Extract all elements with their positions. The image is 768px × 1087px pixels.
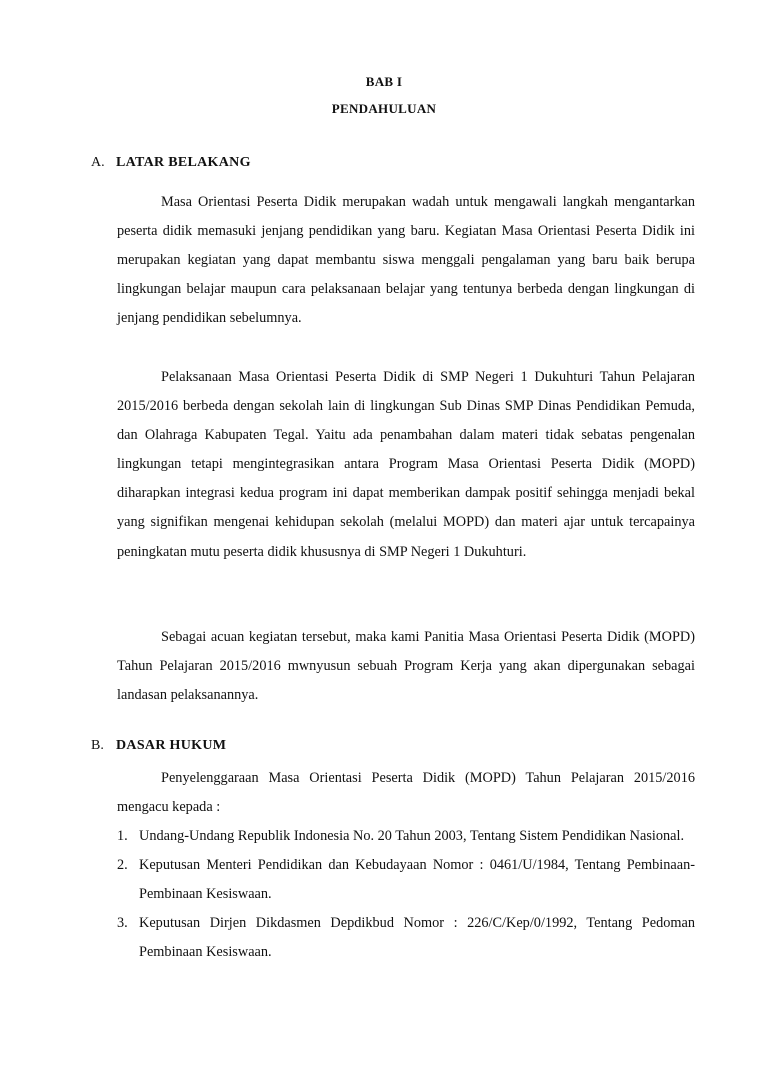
section-a-paragraph-1: Masa Orientasi Peserta Didik merupakan wadah untuk mengawali langkah mengantarkan peserta didik memasuki jenjang pendidikan yang baru. Kegiatan Masa Orientasi Peserta Didik ini merupakan kegiatan yang dapat membantu siswa menggali pengalaman yang baru baik berupa lingkungan belajar maupun cara pelaksanaan belajar yang tentunya berbeda dengan lingkungan di jenjang pendidikan sebelumnya. xyxy=(117,194,695,327)
list-item: 3. Keputusan Dirjen Dikdasmen Depdikbud Nomor : 226/C/Kep/0/1992, Tentang Pedoman Pembinaan Kesiswaan. xyxy=(117,915,695,961)
legal-basis-list xyxy=(117,822,695,967)
section-b-letter: B. xyxy=(91,738,104,753)
section-a-letter: A. xyxy=(91,155,105,170)
chapter-title: PENDAHULUAN xyxy=(331,101,437,116)
section-a-paragraph-2: Pelaksanaan Masa Orientasi Peserta Didik di SMP Negeri 1 Dukuhturi Tahun Pelajaran 2015/2016 berbeda dengan sekolah lain di lingkungan Sub Dinas SMP Dinas Pendidikan Pemuda, dan Olahraga Kabupaten Tegal. Yaitu ada penambahan dalam materi tidak sebatas pengenalan lingkungan tetapi mengintegrasikan antara Program Masa Orientasi Peserta Didik (MOPD) diharapkan integrasi kedua program ini dapat memberikan dampak positif sehingga menjadi bekal yang signifikan mengenai kehidupan sekolah (melalui MOPD) dan materi ajar untuk tercapainya peningkatan mutu peserta didik khususnya di SMP Negeri 1 Dukuhturi. xyxy=(117,369,695,560)
chapter-number: BAB I xyxy=(365,74,403,89)
section-b-intro: Penyelenggaraan Masa Orientasi Peserta Didik (MOPD) Tahun Pelajaran 2015/2016 mengacu kepada : xyxy=(117,770,695,816)
section-b-title: DASAR HUKUM xyxy=(116,738,227,753)
section-a-heading xyxy=(91,155,251,171)
section-b-heading xyxy=(91,738,226,754)
section-a-paragraph-3: Sebagai acuan kegiatan tersebut, maka kami Panitia Masa Orientasi Peserta Didik (MOPD) Tahun Pelajaran 2015/2016 mwnyusun sebuah Program Kerja yang akan dipergunakan sebagai landasan pelaksanannya. xyxy=(117,629,695,704)
list-item: 2. Keputusan Menteri Pendidikan dan Kebudayaan Nomor : 0461/U/1984, Tentang Pembinaan-Pembinaan Kesiswaan. xyxy=(117,857,695,903)
section-a-title: LATAR BELAKANG xyxy=(116,155,251,170)
list-item: 1. Undang-Undang Republik Indonesia No. 20 Tahun 2003, Tentang Sistem Pendidikan Nasional. xyxy=(117,828,685,844)
